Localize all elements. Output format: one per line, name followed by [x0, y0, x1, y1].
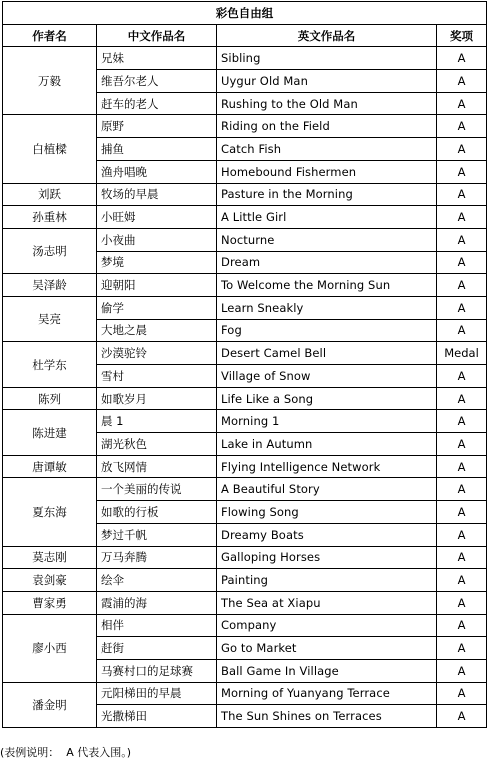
author-cell: 白植樑	[3, 115, 97, 183]
award-cell: A	[437, 523, 487, 546]
table-row	[3, 342, 487, 365]
chinese-title-cell: 小夜曲	[97, 228, 217, 251]
chinese-title-cell: 小旺姆	[97, 206, 217, 229]
chinese-title-cell: 赶车的老人	[97, 92, 217, 115]
award-cell: A	[437, 92, 487, 115]
author-cell: 廖小西	[3, 614, 97, 682]
chinese-title-cell: 万马奔腾	[97, 546, 217, 569]
chinese-title-cell: 如歌岁月	[97, 387, 217, 410]
table-row	[3, 47, 487, 70]
chinese-title-cell: 如歌的行板	[97, 501, 217, 524]
english-title-cell: Uygur Old Man	[217, 70, 437, 93]
english-title-cell: Morning of Yuanyang Terrace	[217, 682, 437, 705]
table-row	[3, 569, 487, 592]
table-row	[3, 206, 487, 229]
author-cell: 曹家勇	[3, 591, 97, 614]
english-title-cell: Catch Fish	[217, 138, 437, 161]
chinese-title-cell: 维吾尔老人	[97, 70, 217, 93]
award-cell: A	[437, 591, 487, 614]
chinese-title-cell: 相伴	[97, 614, 217, 637]
award-cell: A	[437, 637, 487, 660]
award-cell: A	[437, 569, 487, 592]
english-title-cell: A Beautiful Story	[217, 478, 437, 501]
table-row	[3, 478, 487, 501]
header-title-cn: 中文作品名	[97, 24, 217, 47]
award-cell: A	[437, 478, 487, 501]
award-cell: A	[437, 206, 487, 229]
award-cell: A	[437, 410, 487, 433]
award-cell: A	[437, 433, 487, 456]
author-cell: 万毅	[3, 47, 97, 115]
chinese-title-cell: 赶街	[97, 637, 217, 660]
english-title-cell: Homebound Fishermen	[217, 160, 437, 183]
chinese-title-cell: 光撒梯田	[97, 705, 217, 728]
table-row	[3, 296, 487, 319]
english-title-cell: The Sea at Xiapu	[217, 591, 437, 614]
chinese-title-cell: 偷学	[97, 296, 217, 319]
table-row	[3, 115, 487, 138]
author-cell: 汤志明	[3, 228, 97, 273]
award-cell: A	[437, 705, 487, 728]
award-cell: A	[437, 546, 487, 569]
table-row	[3, 274, 487, 297]
chinese-title-cell: 雪村	[97, 365, 217, 388]
award-cell: A	[437, 251, 487, 274]
table-row	[3, 183, 487, 206]
header-title-en: 英文作品名	[217, 24, 437, 47]
title-row	[3, 2, 487, 25]
english-title-cell: Dreamy Boats	[217, 523, 437, 546]
english-title-cell: Fog	[217, 319, 437, 342]
chinese-title-cell: 马赛村口的足球赛	[97, 659, 217, 682]
chinese-title-cell: 放飞网情	[97, 455, 217, 478]
english-title-cell: Sibling	[217, 47, 437, 70]
chinese-title-cell: 晨 1	[97, 410, 217, 433]
legend-note: (表例说明： A 代表入围。)	[0, 746, 132, 759]
author-cell: 杜学东	[3, 342, 97, 387]
header-award: 奖项	[437, 24, 487, 47]
english-title-cell: Go to Market	[217, 637, 437, 660]
english-title-cell: Galloping Horses	[217, 546, 437, 569]
award-cell: A	[437, 659, 487, 682]
chinese-title-cell: 元阳梯田的早晨	[97, 682, 217, 705]
award-cell: A	[437, 387, 487, 410]
award-cell: A	[437, 501, 487, 524]
english-title-cell: Company	[217, 614, 437, 637]
chinese-title-cell: 原野	[97, 115, 217, 138]
chinese-title-cell: 霞浦的海	[97, 591, 217, 614]
author-cell: 吴泽龄	[3, 274, 97, 297]
author-cell: 莫志刚	[3, 546, 97, 569]
header-author: 作者名	[3, 24, 97, 47]
english-title-cell: Morning 1	[217, 410, 437, 433]
table-row	[3, 387, 487, 410]
author-cell: 夏东海	[3, 478, 97, 546]
chinese-title-cell: 湖光秋色	[97, 433, 217, 456]
chinese-title-cell: 牧场的早晨	[97, 183, 217, 206]
author-cell: 刘跃	[3, 183, 97, 206]
author-cell: 陈进建	[3, 410, 97, 455]
award-cell: A	[437, 365, 487, 388]
author-cell: 吴亮	[3, 296, 97, 341]
award-cell: A	[437, 296, 487, 319]
award-cell: A	[437, 115, 487, 138]
award-cell: A	[437, 228, 487, 251]
header-row	[3, 24, 487, 47]
english-title-cell: A Little Girl	[217, 206, 437, 229]
award-cell: Medal	[437, 342, 487, 365]
english-title-cell: The Sun Shines on Terraces	[217, 705, 437, 728]
awards-table-body	[3, 2, 487, 728]
table-row	[3, 455, 487, 478]
english-title-cell: Painting	[217, 569, 437, 592]
author-cell: 陈列	[3, 387, 97, 410]
author-cell: 潘金明	[3, 682, 97, 727]
english-title-cell: Lake in Autumn	[217, 433, 437, 456]
chinese-title-cell: 一个美丽的传说	[97, 478, 217, 501]
award-cell: A	[437, 47, 487, 70]
table-row	[3, 228, 487, 251]
award-cell: A	[437, 455, 487, 478]
award-cell: A	[437, 319, 487, 342]
table-title: 彩色自由组	[3, 2, 487, 25]
english-title-cell: Life Like a Song	[217, 387, 437, 410]
table-row	[3, 591, 487, 614]
table-row	[3, 682, 487, 705]
english-title-cell: To Welcome the Morning Sun	[217, 274, 437, 297]
english-title-cell: Ball Game In Village	[217, 659, 437, 682]
table-row	[3, 614, 487, 637]
award-cell: A	[437, 614, 487, 637]
english-title-cell: Learn Sneakly	[217, 296, 437, 319]
english-title-cell: Flowing Song	[217, 501, 437, 524]
chinese-title-cell: 兄妹	[97, 47, 217, 70]
author-cell: 唐谭敏	[3, 455, 97, 478]
award-cell: A	[437, 682, 487, 705]
english-title-cell: Village of Snow	[217, 365, 437, 388]
awards-table	[2, 1, 487, 728]
award-cell: A	[437, 160, 487, 183]
award-cell: A	[437, 138, 487, 161]
author-cell: 孙重林	[3, 206, 97, 229]
chinese-title-cell: 绘伞	[97, 569, 217, 592]
chinese-title-cell: 捕鱼	[97, 138, 217, 161]
english-title-cell: Desert Camel Bell	[217, 342, 437, 365]
english-title-cell: Rushing to the Old Man	[217, 92, 437, 115]
author-cell: 袁剑豪	[3, 569, 97, 592]
award-cell: A	[437, 70, 487, 93]
chinese-title-cell: 大地之晨	[97, 319, 217, 342]
chinese-title-cell: 沙漠驼铃	[97, 342, 217, 365]
table-row	[3, 410, 487, 433]
chinese-title-cell: 梦过千帆	[97, 523, 217, 546]
chinese-title-cell: 迎朝阳	[97, 274, 217, 297]
table-row	[3, 546, 487, 569]
award-cell: A	[437, 274, 487, 297]
english-title-cell: Pasture in the Morning	[217, 183, 437, 206]
award-cell: A	[437, 183, 487, 206]
english-title-cell: Flying Intelligence Network	[217, 455, 437, 478]
english-title-cell: Riding on the Field	[217, 115, 437, 138]
english-title-cell: Dream	[217, 251, 437, 274]
chinese-title-cell: 渔舟唱晚	[97, 160, 217, 183]
english-title-cell: Nocturne	[217, 228, 437, 251]
chinese-title-cell: 梦境	[97, 251, 217, 274]
